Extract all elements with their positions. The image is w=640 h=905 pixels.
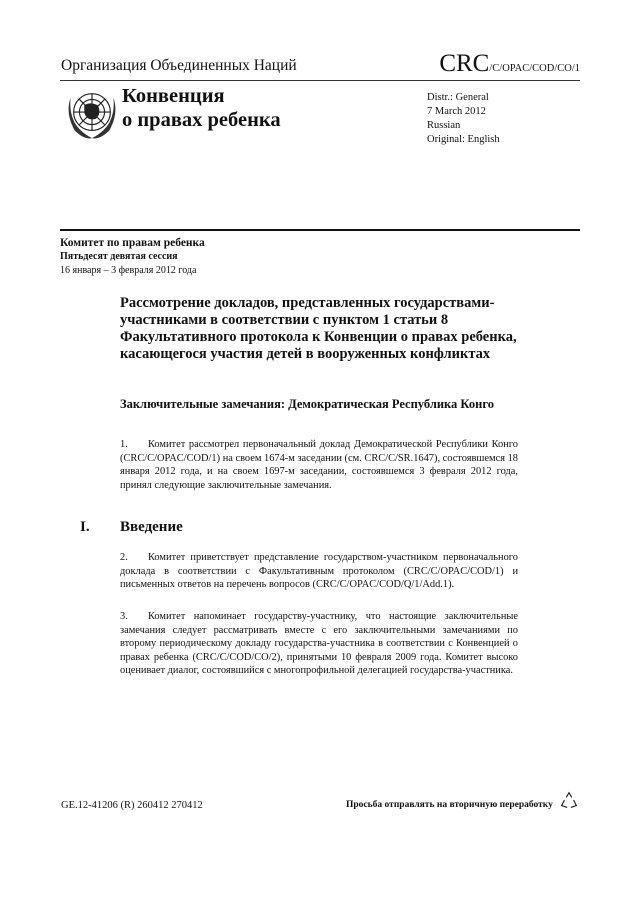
date-line: 7 March 2012 [427,106,486,117]
un-emblem-icon [63,84,121,142]
paragraph-text: Комитет рассмотрел первоначальный доклад Демократической Республики Конго (CRC/C/OPAC/COD/1) на своем 1674-м заседании (см. CRC/C/SR.1647), состоявшемся 18 января 2012 года, и на своем 1697-м заседании, состоявшемся 3 февраля 2012 года, принял следующие заключительные замечания. [120,439,518,491]
distribution-info [427,91,500,147]
header-rule [60,80,580,81]
document-symbol [439,50,580,78]
paragraph-3 [120,610,518,678]
symbol-rest: /C/OPAC/COD/CO/1 [489,63,580,74]
original-line: Original: English [427,134,500,145]
paragraph-number: 3. [120,611,128,622]
committee-block [60,236,205,278]
committee-name: Комитет по правам ребенка [60,237,205,249]
convention-line2: о правах ребенка [122,109,281,131]
section-rule [60,229,580,231]
language-line: Russian [427,120,461,131]
paragraph-number: 2. [120,552,128,563]
convention-line1: Конвенция [122,85,225,107]
paragraph-1 [120,438,518,492]
paragraph-text: Комитет приветствует представление государством-участником первоначального доклада в соответствии с Факультативным протоколом (CRC/C/OPAC/COD/1) и письменных ответов на перечень вопросов (CRC/C/OPAC/COD/Q/1/Add.1). [120,552,518,591]
recycle-note: Просьба отправлять на вторичную переработку [346,800,553,810]
paragraph-2 [120,551,518,592]
document-subtitle: Заключительные замечания: Демократическая Республика Конго [120,397,494,411]
section-heading: Введение [120,519,183,535]
organization-name: Организация Объединенных Наций [61,57,297,74]
session-dates: 16 января – 3 февраля 2012 года [60,265,197,276]
document-title: Рассмотрение докладов, представленных государствами-участниками в соответствии с пунктом 1 статьи 8 Факультативного протокола к Конвенции о правах ребенка, касающегося участия детей в вооруженных конфликтах [120,295,517,362]
footer-code: GE.12-41206 (R) 260412 270412 [61,800,203,811]
convention-title [122,84,281,132]
section-number: I. [80,519,90,535]
session-name: Пятьдесят девятая сессия [60,251,178,262]
paragraph-text: Комитет напоминает государству-участнику, что настоящие заключительные замечания следует рассматривать вместе с его заключительными замечаниями по второму периодическому докладу государства-участника в соответствии с Конвенцией о правах ребенка (CRC/C/COD/CO/2), принятыми 10 февраля 2009 года. Комитет высоко оценивает диалог, состоявшийся с многопрофильной делегацией государства-участника. [120,611,518,677]
recycle-icon [558,790,580,812]
distr-line: Distr.: General [427,92,489,103]
symbol-main: CRC [439,50,490,77]
paragraph-number: 1. [120,439,128,450]
